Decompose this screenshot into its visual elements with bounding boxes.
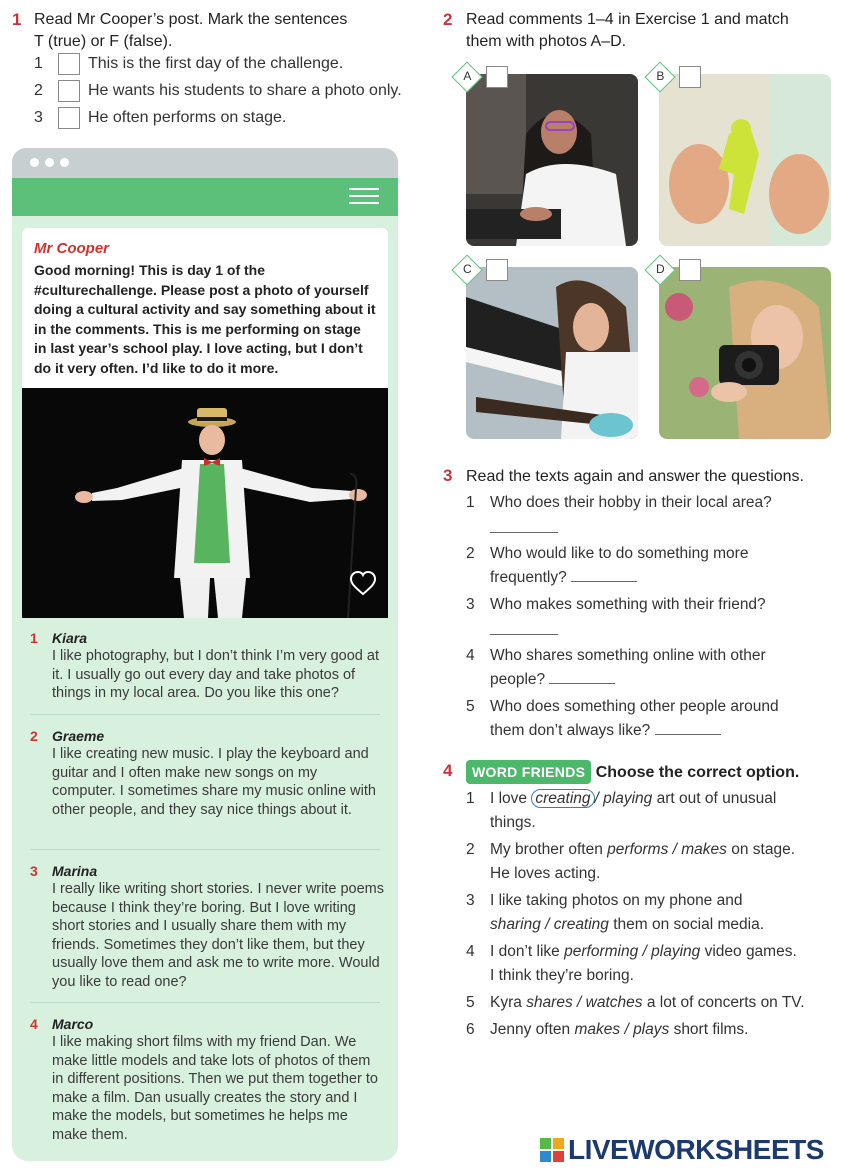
- commenter-name: Marco: [52, 1016, 94, 1032]
- post-text: Good morning! This is day 1 of the #culturechallenge. Please post a photo of yourself doing a cultural activity and say something about it in the comments. This is me performing on stage in last year’s school play. I love acting, but I don’t do it very often. I’d like to do it more.: [34, 262, 376, 376]
- answer-blank[interactable]: [571, 568, 637, 582]
- option[interactable]: playing: [603, 790, 653, 807]
- performer-illustration: [22, 388, 388, 618]
- answer-blank[interactable]: [490, 621, 558, 635]
- option[interactable]: watches: [585, 994, 643, 1011]
- photo-c-answer-box[interactable]: [486, 259, 508, 281]
- dot-icon: [45, 158, 54, 167]
- liveworksheets-logo: LIVEWORKSHEETS: [540, 1134, 824, 1166]
- option[interactable]: playing: [651, 943, 701, 960]
- comment: 2 Graeme I like creating new music. I play the keyboard and guitar and I often make new songs on my computer. I sometimes share my music online with other people, and they say nice things about it.: [30, 728, 384, 819]
- commenter-name: Graeme: [52, 728, 105, 744]
- post-author: Mr Cooper: [34, 240, 109, 257]
- photo-d: [659, 267, 831, 439]
- exercise-3-number: 3: [443, 466, 453, 485]
- photo-a: [466, 74, 638, 246]
- option-selected[interactable]: creating: [531, 789, 594, 808]
- comment: 1 Kiara I like photography, but I don’t think I’m very good at it. I usually go out every day and take photos of things in my local area. Do you like this one?: [30, 630, 384, 703]
- comment-text: I like making short films with my friend Dan. We make little models and take lots of photos of them in different positions. Then we put them together to make a film. Dan usually creates the story and I make the models, but sometimes he helps me make them.: [52, 1034, 378, 1143]
- option[interactable]: shares: [526, 994, 573, 1011]
- photo-b-answer-box[interactable]: [679, 66, 701, 88]
- dot-icon: [30, 158, 39, 167]
- exercise-2-title: Read comments 1–4 in Exercise 1 and match them with photos A–D.: [466, 11, 789, 50]
- comment-text: I like photography, but I don’t think I’m very good at it. I usually go out every day and take photos of things in my local area. Do you like this one?: [52, 648, 379, 701]
- answer-blank[interactable]: [549, 670, 615, 684]
- ex4-item: 5 Kyra shares / watches a lot of concerts on TV.: [466, 994, 805, 1011]
- answer-blank[interactable]: [490, 519, 558, 533]
- logo-icon: [540, 1138, 564, 1162]
- photo-label-a: A: [451, 61, 482, 92]
- commenter-name: Kiara: [52, 630, 88, 646]
- dot-icon: [60, 158, 69, 167]
- phone-mockup: [12, 148, 398, 1161]
- exercise-1-number: 1: [12, 10, 22, 29]
- photo-c: [466, 267, 638, 439]
- commenter-name: Marina: [52, 863, 98, 879]
- ex4-item: 3 I like taking photos on my phone and sharing / creating them on social media.: [466, 892, 765, 933]
- ex3-question: 2 Who would like to do something more frequently?: [466, 545, 749, 586]
- photo-b: [659, 74, 831, 246]
- phone-top-bar: [12, 148, 398, 178]
- divider: [30, 1002, 380, 1003]
- tf-answer-box[interactable]: [58, 53, 80, 75]
- photo-label-c: C: [451, 254, 482, 285]
- option[interactable]: creating: [553, 916, 609, 933]
- option[interactable]: makes: [681, 841, 727, 858]
- photo-d-answer-box[interactable]: [679, 259, 701, 281]
- performer-photo: [22, 388, 388, 618]
- ex1-item: 3 He often performs on stage.: [34, 107, 286, 129]
- ex3-question: 4 Who shares something online with other people?: [466, 647, 766, 688]
- option[interactable]: sharing: [490, 916, 541, 933]
- photo-label-b: B: [644, 61, 675, 92]
- exercise-1-title: Read Mr Cooper’s post. Mark the sentences T (true) or F (false).: [34, 11, 348, 50]
- ex3-question: 1 Who does their hobby in their local area?: [466, 491, 836, 539]
- post-card: [22, 228, 388, 388]
- comment-text: I like creating new music. I play the keyboard and guitar and I often make new songs on my computer. I sometimes share my music online with other people, and they say nice things about it.: [52, 746, 376, 818]
- answer-blank[interactable]: [655, 721, 721, 735]
- ex4-item: 6 Jenny often makes / plays short films.: [466, 1021, 749, 1038]
- word-friends-badge: WORD FRIENDS: [466, 760, 591, 784]
- comment: 3 Marina I really like writing short stories. I never write poems because I think they’re boring. But I love writing short stories and I usually share them with my friends. Sometimes they don’t like them, but they usually love them and ask me to write more. Would you like to read one?: [30, 863, 384, 990]
- comment-text: I really like writing short stories. I never write poems because I think they’re boring. But I love writing short stories and I usually share them with my friends. Sometimes they don’t like them, but they usually love them and ask me to write more. Would you like to read one?: [52, 881, 384, 990]
- comment: 4 Marco I like making short films with my friend Dan. We make little models and take lots of photos of them in different positions. Then we put them together to make a film. Dan usually creates the story and I make the models, but sometimes he helps me make them.: [30, 1016, 384, 1144]
- option[interactable]: performs: [607, 841, 669, 858]
- exercise-3-title: Read the texts again and answer the questions.: [466, 468, 804, 485]
- divider: [30, 714, 380, 715]
- ex4-item: 2 My brother often performs / makes on stage. He loves acting.: [466, 841, 796, 882]
- option[interactable]: performing: [564, 943, 639, 960]
- divider: [30, 849, 380, 850]
- exercise-2-number: 2: [443, 10, 453, 29]
- option[interactable]: plays: [633, 1021, 670, 1038]
- tf-answer-box[interactable]: [58, 80, 80, 102]
- ex4-item: 4 I don’t like performing / playing video games. I think they’re boring.: [466, 943, 797, 984]
- app-header: [12, 178, 398, 216]
- exercise-4-title: WORD FRIENDS Choose the correct option.: [466, 760, 799, 784]
- ex4-item: 1 I love creating / playing art out of unusual things.: [466, 790, 777, 831]
- exercise-4-number: 4: [443, 761, 453, 780]
- ex1-item: 2 He wants his students to share a photo only.: [34, 80, 402, 102]
- option[interactable]: makes: [574, 1021, 621, 1038]
- tf-answer-box[interactable]: [58, 107, 80, 129]
- photo-label-d: D: [644, 254, 675, 285]
- ex3-question: 5 Who does something other people around them don’t always like?: [466, 698, 779, 739]
- photo-a-answer-box[interactable]: [486, 66, 508, 88]
- ex3-question: 3 Who makes something with their friend?: [466, 593, 836, 641]
- ex1-item: 1 This is the first day of the challenge.: [34, 53, 343, 75]
